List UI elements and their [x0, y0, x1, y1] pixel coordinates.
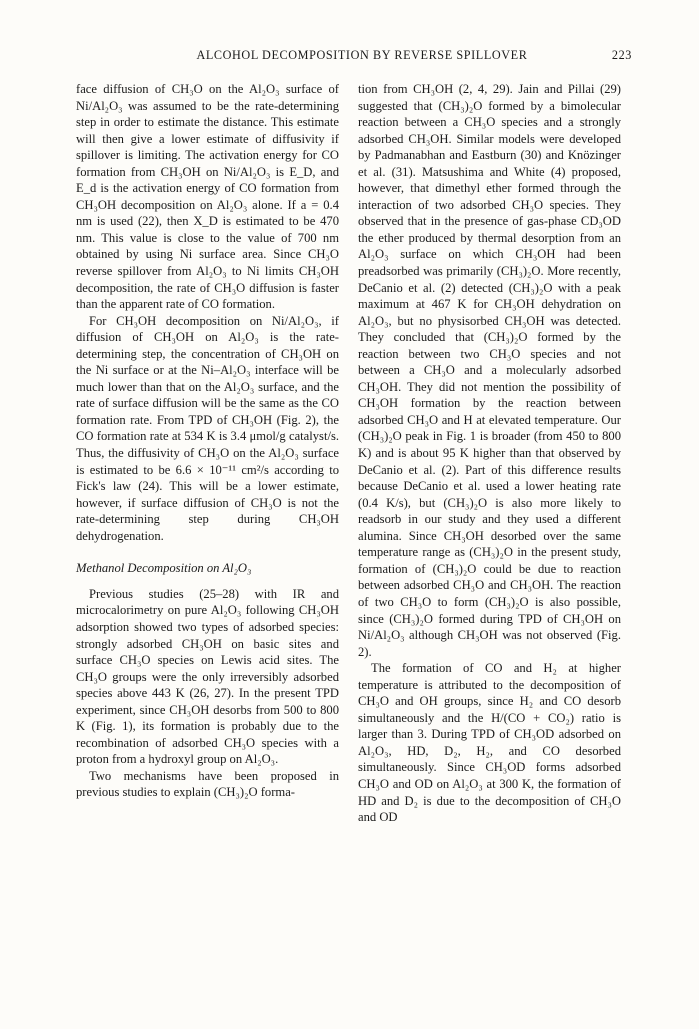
- page-number: 223: [611, 48, 632, 62]
- paragraph: For CH₃OH decomposition on Ni/Al₂O₃, if diffusion of CH₃OH on Al₂O₃ is the rate-determining step, the concentration of CH₃OH on the Ni surface or at the Ni–Al₂O₃ interface will be much lower than that on the Al₂O₃ surface, and the rate of surface diffusion will be the same as the CO formation rate. From TPD of CH₃OH (Fig. 2), the CO formation rate at 534 K is 3.4 μmol/g catalyst/s. Thus, the diffusivity of CH₃O on the Al₂O₃ surface is estimated to be 6.6 × 10⁻¹¹ cm²/s according to Fick's law (24). This will be a lower estimate, however, if surface diffusion of CH₃O is not the rate-determining step during CH₃OH dehydrogenation.: [76, 313, 339, 543]
- right-column: [358, 81, 621, 826]
- left-column: [76, 81, 339, 801]
- section-heading: Methanol Decomposition on Al₂O₃: [76, 561, 252, 576]
- paragraph: face diffusion of CH₃O on the Al₂O₃ surface of Ni/Al₂O₃ was assumed to be the rate-determining step in order to estimate the distance. This estimate will then give a lower estimate of diffusivity if spillover is limiting. The activation energy for CO formation from CH₃OH on Ni/Al₂O₃ is E_D, and E_d is the activation energy of CO formation from CH₃OH decomposition on Al₂O₃ alone. If a = 0.4 nm is used (22), then X_D is estimated to be 470 nm. This value is close to the value of 700 nm obtained by using Ni surface area. Since CH₃O reverse spillover from Al₂O₃ to Ni limits CH₃OH decomposition, the rate of CH₃O diffusion is faster than the apparent rate of CO formation.: [76, 82, 339, 312]
- paragraph: The formation of CO and H₂ at higher temperature is attributed to the decomposition of CH₃O and OH groups, since H₂ and CO desorb simultaneously and the H/(CO + CO₂) ratio is larger than 3. During TPD of CH₃OD adsorbed on Al₂O₃, HD, D₂, H₂, and CO desorbed simultaneously. Since CH₃OD forms adsorbed CH₃O and OD on Al₂O₃ at 300 K, the formation of HD and D₂ is due to the decomposition of CH₃O and OD: [358, 661, 621, 825]
- paragraph: tion from CH₃OH (2, 4, 29). Jain and Pillai (29) suggested that (CH₃)₂O formed by a bimolecular reaction between a CH₃O species and a strongly adsorbed CH₃OH. Similar models were developed by Padmanabhan and Eastburn (30) and Knözinger et al. (31). Matsushima and White (4) proposed, however, that dimethyl ether formed through the interaction of two adsorbed CH₃O species. They observed that in the presence of gas-phase CD₃OD the ether produced by thermal desorption from an Al₂O₃ surface on which CH₃OH had been preadsorbed was primarily (CH₃)₂O. More recently, DeCanio et al. (2) detected (CH₃)₂O with a peak maximum at 467 K for CH₃OH dehydration on Al₂O₃, but no physisorbed CH₃OH was detected. They concluded that (CH₃)₂O formed by the reaction between two CH₃O species and not between a CH₃O and a molecularly adsorbed CH₃OH. They did not mention the possibility of CH₃OH formation by the reaction between adsorbed CH₃O and H at elevated temperature. Our (CH₃)₂O peak in Fig. 1 is broader (from 450 to 800 K) and is about 95 K higher than that observed by DeCanio et al. (2). Part of this difference results because DeCanio et al. used a lower heating rate (0.4 K/s), but (CH₃)₂O is also more likely to readsorb in our study and they used a different alumina. Since CH₃OH desorbed over the same temperature range as (CH₃)₂O in the present study, formation of (CH₃)₂O could be due to reaction between adsorbed CH₃O and CH₃OH. The reaction of two CH₃O to form (CH₃)₂O is also possible, since (CH₃)₂O formed during TPD of CH₃OH on Ni/Al₂O₃ although CH₃OH was not observed (Fig. 2).: [358, 82, 621, 659]
- paragraph: Two mechanisms have been proposed in previous studies to explain (CH₃)₂O forma-: [76, 768, 339, 800]
- running-title: ALCOHOL DECOMPOSITION BY REVERSE SPILLOVER: [196, 48, 528, 62]
- running-head: [72, 48, 632, 63]
- paragraph: Previous studies (25–28) with IR and microcalorimetry on pure Al₂O₃ following CH₃OH adsorption showed two types of adsorbed species: strongly adsorbed CH₃OH on basic sites and surface CH₃O species on Lewis acid sites. The CH₃O groups were the only irreversibly adsorbed species above 443 K (26, 27). In the present TPD experiment, since CH₃OH desorbs from 500 to 800 K (Fig. 1), its formation is probably due to the recombination of adsorbed CH₃O species with a proton from a hydroxyl group on Al₂O₃.: [76, 586, 339, 767]
